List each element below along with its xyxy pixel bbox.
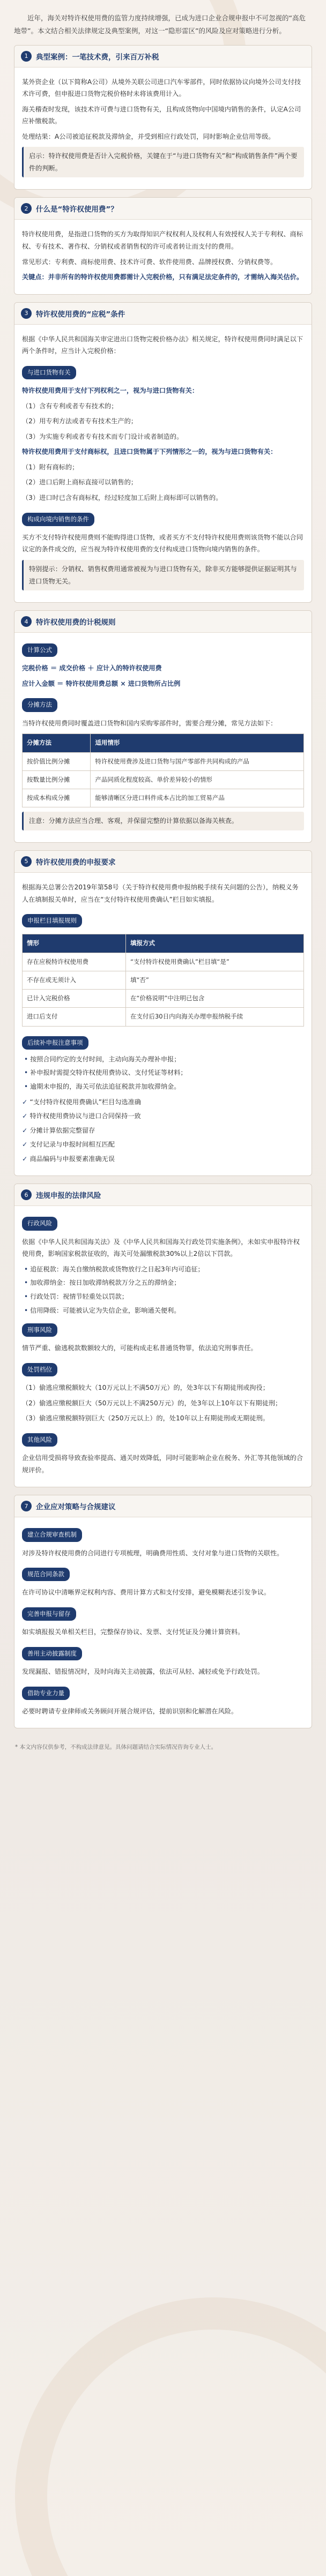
section-what bbox=[14, 197, 312, 294]
list-item: （2）进口后附上商标直接可以销售的； bbox=[22, 478, 137, 486]
list-item: （1）含有专利或者专有技术的； bbox=[22, 402, 118, 410]
section-body bbox=[14, 68, 312, 190]
table-header: 分摊方法 bbox=[23, 734, 91, 752]
section-number: 5 bbox=[21, 856, 32, 867]
sub-title: 行政风险 bbox=[22, 1217, 57, 1230]
table-cell: 特许权使用费涉及进口货物与国产零部件共同构成的产品 bbox=[91, 752, 304, 770]
table-cell: 按价值比例分摊 bbox=[23, 752, 91, 770]
note-box: 注意：分摊方法应当合理、客观，并保留完整的计算依据以备海关核查。 bbox=[22, 812, 304, 830]
paragraph: 当特许权使用费同时覆盖进口货物和国内采购零部件时，需要合理分摊，常见方法如下： bbox=[22, 719, 277, 727]
section-header bbox=[14, 198, 312, 220]
list-item: • 逾期未申报的，海关可依法追征税款并加收滞纳金。 bbox=[24, 1081, 304, 1093]
checklist-item: ✓ 分摊计算依据完整留存 bbox=[22, 1125, 304, 1137]
table-cell: 在“价格说明”中注明已包含 bbox=[125, 990, 303, 1008]
paragraph: 关键点：并非所有的特许权使用费都需计入完税价格，只有满足法定条件的，才需纳入海关估价。 bbox=[22, 273, 303, 281]
section-declare bbox=[14, 850, 312, 1176]
section-header bbox=[14, 303, 312, 325]
section-title: 特许权使用费的申报要求 bbox=[36, 858, 116, 867]
section-body bbox=[14, 1517, 312, 1728]
paragraph: 特许权使用费用于支付下列权利之一，视为与进口货物有关： bbox=[22, 387, 199, 395]
section-body bbox=[14, 325, 312, 602]
section-header bbox=[14, 851, 312, 873]
paragraph: 买方不支付特许权使用费则不能购得进口货物，或者买方不支付特许权使用费则该货物不能以合同议定的条件成交的，应当视为特许权使用费的支付构成进口货物向境内销售的条件。 bbox=[22, 533, 303, 553]
sub-title: 后续补申报注意事项 bbox=[22, 1036, 88, 1050]
section-body bbox=[14, 633, 312, 842]
paragraph: 处理结果：A公司被追征税款及滞纳金，并受到相应行政处罚，同时影响企业信用等级。 bbox=[22, 132, 275, 140]
table-row bbox=[23, 1008, 304, 1026]
section-title: 企业应对策略与合规建议 bbox=[36, 1503, 116, 1512]
table-row bbox=[23, 990, 304, 1008]
paragraph: 在许可协议中清晰界定权利内容、费用计算方式和支付安排，避免模糊表述引发争议。 bbox=[22, 1589, 271, 1597]
section-number: 6 bbox=[21, 1189, 32, 1200]
table-header: 填报方式 bbox=[125, 934, 303, 953]
list-item: • 补申报时需提交特许权使用费协议、支付凭证等材料； bbox=[24, 1067, 304, 1079]
sub-title: 建立合规审查机制 bbox=[22, 1528, 82, 1541]
sub-title: 善用主动披露制度 bbox=[22, 1647, 82, 1660]
section-number: 4 bbox=[21, 616, 32, 627]
list-item: • 追征税款：海关自缴纳税款或货物放行之日起3年内可追征； bbox=[24, 1263, 304, 1276]
formula: 完税价格 ＝ 成交价格 ＋ 应计入的特许权使用费 bbox=[22, 664, 162, 672]
table-row bbox=[23, 971, 304, 989]
section-conditions bbox=[14, 302, 312, 603]
table-header: 情形 bbox=[23, 934, 126, 953]
table-cell: 不存在或无须计入 bbox=[23, 971, 126, 989]
section-number: 3 bbox=[21, 308, 32, 319]
paragraph: 特许权使用费用于支付商标权，且进口货物属于下列情形之一的，视为与进口货物有关： bbox=[22, 448, 277, 456]
paragraph: 必要时聘请专业律师或关务顾问开展合规评估，提前识别和化解潜在风险。 bbox=[22, 1707, 238, 1715]
table-row bbox=[23, 953, 304, 971]
sub-title: 其他风险 bbox=[22, 1433, 57, 1447]
checklist-item: ✓ 特许权使用费协议与进口合同保持一致 bbox=[22, 1110, 304, 1122]
table-header-row bbox=[23, 734, 304, 752]
paragraph: 如实填报报关单相关栏目，完整保存协议、发票、支付凭证及分摊计算资料。 bbox=[22, 1628, 244, 1636]
sub-title: 分摊方法 bbox=[22, 698, 57, 712]
list-item: （1）附有商标的； bbox=[22, 463, 79, 471]
list-item: （3）偷逃应缴税额特别巨大（250万元以上）的，处10年以上有期徒刑或无期徒刑。 bbox=[22, 1414, 269, 1422]
table-cell: 产品同质化程度较高、单价差异较小的情形 bbox=[91, 770, 304, 789]
table-cell: 按成本构成分摊 bbox=[23, 789, 91, 807]
section-risks bbox=[14, 1184, 312, 1487]
sub-title: 计算公式 bbox=[22, 643, 57, 657]
sub-title: 申报栏目填报规则 bbox=[22, 914, 82, 927]
section-strategy bbox=[14, 1495, 312, 1728]
table-cell: 已计入完税价格 bbox=[23, 990, 126, 1008]
section-title: 特许权使用费的计税规则 bbox=[36, 618, 116, 627]
section-body bbox=[14, 1206, 312, 1487]
section-header bbox=[14, 46, 312, 68]
section-title: 典型案例：一笔技术费，引来百万补税 bbox=[36, 53, 159, 62]
table-cell: 在支付后30日内向海关办理申报纳税手续 bbox=[125, 1008, 303, 1026]
table-cell: 填“否” bbox=[125, 971, 303, 989]
table-cell: 进口后支付 bbox=[23, 1008, 126, 1026]
list-item: （2）偷逃应缴税额巨大（50万元以上不满250万元）的，处3年以上10年以下有期徒刑； bbox=[22, 1399, 282, 1407]
sub-title: 处罚档位 bbox=[22, 1363, 57, 1376]
paragraph: 根据海关总署公告2019年第58号（关于特许权使用费申报纳税手续有关问题的公告），纳税义务人在填制报关单时，应当在“支付特许权使用费确认”栏目如实填报。 bbox=[22, 883, 299, 903]
checklist-item: ✓ “支付特许权使用费确认”栏目勾选准确 bbox=[22, 1096, 304, 1109]
paragraph: 对涉及特许权使用费的合同进行专项梳理，明确费用性质、支付对象与进口货物的关联性。 bbox=[22, 1549, 284, 1557]
allocation-table bbox=[22, 733, 304, 807]
checklist-item: ✓ 商品编码与申报要素准确无误 bbox=[22, 1153, 304, 1165]
list-item: • 信用降级：可能被认定为失信企业，影响通关便利。 bbox=[24, 1305, 304, 1317]
list-item: （2）用专利方法或者专有技术生产的； bbox=[22, 417, 137, 425]
table-cell: 存在应税特许权使用费 bbox=[23, 953, 126, 971]
note-box: 启示：特许权使用费是否计入完税价格，关键在于“与进口货物有关”和“构成销售条件”两个要件的判断。 bbox=[22, 147, 304, 177]
sub-title: 规范合同条款 bbox=[22, 1568, 70, 1581]
paragraph: 特许权使用费，是指进口货物的买方为取得知识产权权利人及权利人有效授权人关于专利权、商标权、专有技术、著作权、分销权或者销售权的许可或者转让而支付的费用。 bbox=[22, 230, 303, 250]
decorative-wave-bottom bbox=[15, 2297, 326, 2576]
paragraph: 情节严重、偷逃税款数额较大的，可能构成走私普通货物罪，依法追究刑事责任。 bbox=[22, 1344, 257, 1352]
table-header: 适用情形 bbox=[91, 734, 304, 752]
table-row bbox=[23, 770, 304, 789]
paragraph: 常见形式：专利费、商标使用费、技术许可费、软件使用费、品牌授权费、分销权费等。 bbox=[22, 258, 277, 266]
section-number: 7 bbox=[21, 1501, 32, 1511]
section-title: 什么是“特许权使用费”？ bbox=[36, 205, 118, 214]
sub-title: 借助专业力量 bbox=[22, 1687, 70, 1700]
list-item: （3）进口时已含有商标权，经过轻度加工后附上商标即可以销售的。 bbox=[22, 494, 223, 502]
sub-title: 刑事风险 bbox=[22, 1323, 57, 1337]
sub-title: 构成向境内销售的条件 bbox=[22, 513, 94, 526]
section-header bbox=[14, 611, 312, 633]
sub-title: 完善申报与留存 bbox=[22, 1607, 76, 1621]
section-title: 违规申报的法律风险 bbox=[36, 1192, 101, 1201]
table-cell: “支付特许权使用费确认”栏目填“是” bbox=[125, 953, 303, 971]
section-calc bbox=[14, 610, 312, 843]
intro-paragraph: 近年，海关对特许权使用费的监管力度持续增强，已成为进口企业合规申报中不可忽视的“高危地带”。本文结合相关法律规定及典型案例，对这一“隐形雷区”的风险及应对策略进行分析。 bbox=[14, 14, 306, 35]
section-header bbox=[14, 1495, 312, 1517]
paragraph: 发现漏报、错报情况时，及时向海关主动披露，依法可从轻、减轻或免予行政处罚。 bbox=[22, 1667, 264, 1675]
table-cell: 按数量比例分摊 bbox=[23, 770, 91, 789]
formula: 应计入金额 ＝ 特许权使用费总额 × 进口货物所占比例 bbox=[22, 679, 181, 687]
declaration-table bbox=[22, 934, 304, 1026]
list-item: （3）为实施专利或者专有技术而专门设计或者制造的。 bbox=[22, 432, 183, 440]
paragraph: 依据《中华人民共和国海关法》及《中华人民共和国海关行政处罚实施条例》，未如实申报特许权使用费，影响国家税款征收的，海关可处漏缴税款30%以上2倍以下罚款。 bbox=[22, 1238, 300, 1258]
note-box: 特别提示：分销权、销售权费用通常被视为与进口货物有关，除非买方能够提供证据证明其与进口货物无关。 bbox=[22, 560, 304, 590]
table-row bbox=[23, 752, 304, 770]
section-body bbox=[14, 220, 312, 294]
table-cell: 能够清晰区分进口料件成本占比的加工贸易产品 bbox=[91, 789, 304, 807]
paragraph: 某外资企业（以下简称A公司）从境外关联公司进口汽车零部件，同时依据协议向境外公司支付技术许可费，但申报进口货物完税价格时未将该费用计入。 bbox=[22, 78, 301, 98]
checklist bbox=[22, 1096, 304, 1165]
section-number: 2 bbox=[21, 203, 32, 214]
section-case bbox=[14, 45, 312, 190]
list-item: • 行政处罚：视情节轻重处以罚款； bbox=[24, 1291, 304, 1303]
table-header-row bbox=[23, 934, 304, 953]
footnote: * 本文内容仅供参考，不构成法律意见。具体问题请结合实际情况咨询专业人士。 bbox=[15, 1743, 217, 1750]
sub-title: 与进口货物有关 bbox=[22, 366, 76, 379]
section-body bbox=[14, 873, 312, 1175]
checklist-item: ✓ 支付记录与申报时间相互匹配 bbox=[22, 1139, 304, 1151]
section-number: 1 bbox=[21, 51, 32, 62]
list-item: （1）偷逃应缴税额较大（10万元以上不满50万元）的，处3年以下有期徒刑或拘役； bbox=[22, 1384, 269, 1392]
table-row bbox=[23, 789, 304, 807]
list-item: • 按照合同约定的支付时间，主动向海关办理补申报； bbox=[24, 1053, 304, 1066]
paragraph: 根据《中华人民共和国海关审定进出口货物完税价格办法》相关规定，特许权使用费同时满足以下两个条件时，应当计入完税价格： bbox=[22, 335, 303, 355]
section-header bbox=[14, 1184, 312, 1206]
paragraph: 企业信用受损将导致查验率提高、通关时效降低，同时可能影响企业在税务、外汇等其他领域的合规评价。 bbox=[22, 1454, 303, 1474]
section-title: 特许权使用费的“应税”条件 bbox=[36, 310, 125, 319]
list-item: • 加收滞纳金：按日加收滞纳税款万分之五的滞纳金； bbox=[24, 1277, 304, 1289]
paragraph: 海关稽查时发现，该技术许可费与进口货物有关，且构成货物向中国境内销售的条件，认定A公司应补缴税款。 bbox=[22, 105, 301, 125]
